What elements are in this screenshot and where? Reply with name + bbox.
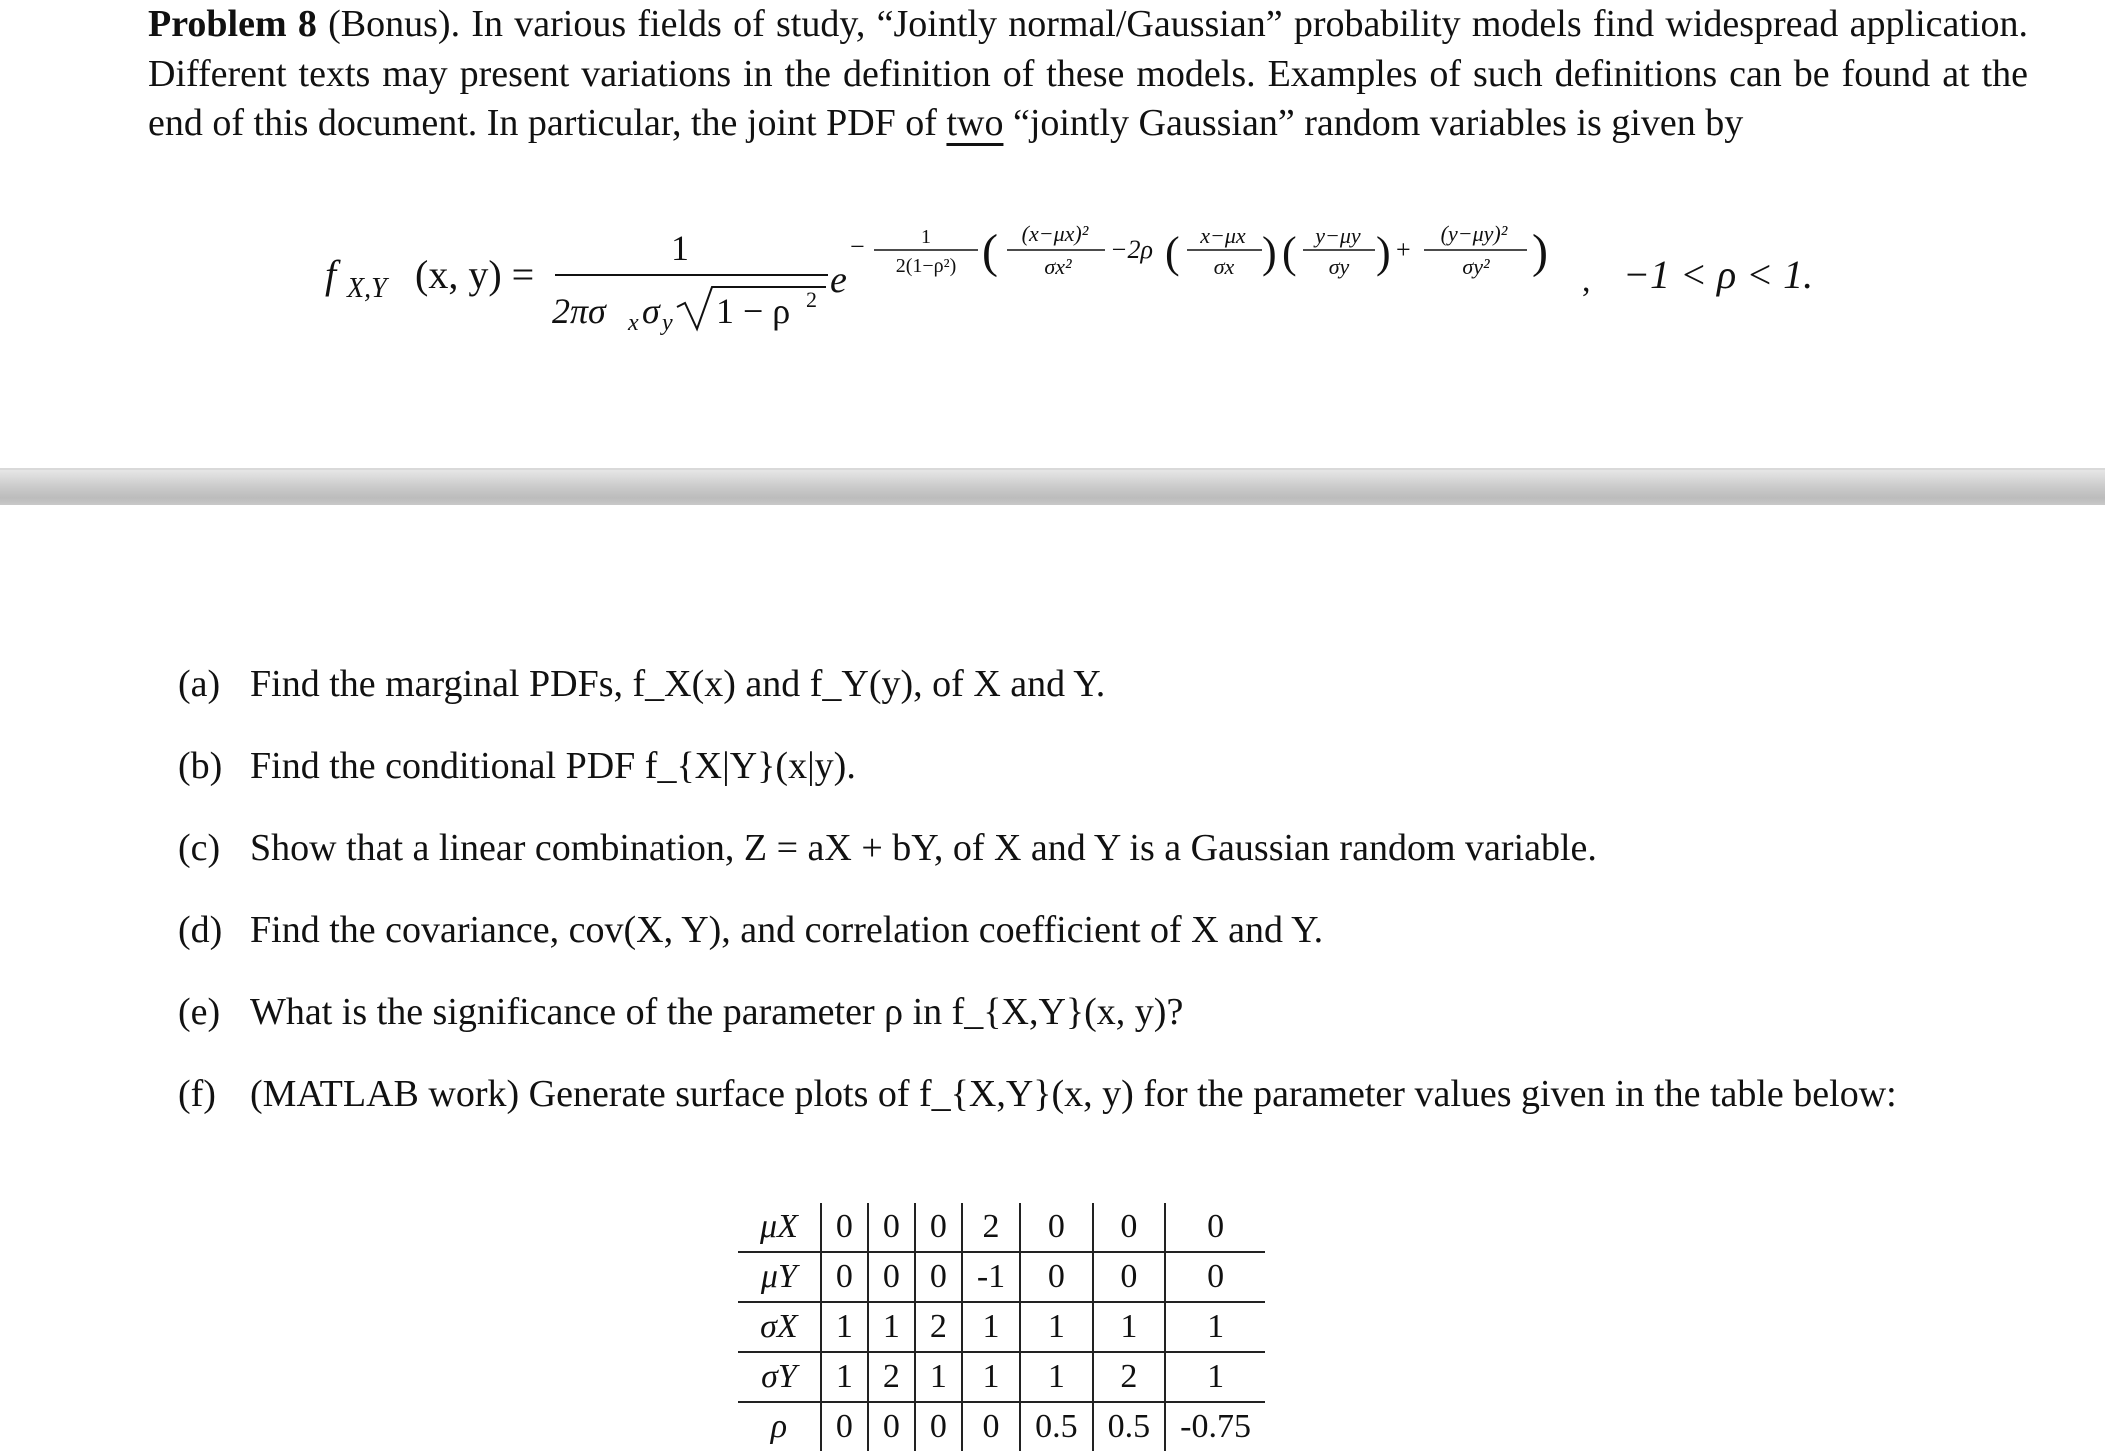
- formula-den-sub-x: x: [628, 310, 639, 335]
- formula-exp-minus: −: [850, 232, 865, 261]
- table-cell: 0: [1207, 1208, 1225, 1245]
- row-label: ρ: [738, 1402, 821, 1451]
- formula-lhs-sub: X,Y: [347, 273, 387, 304]
- table-row: [738, 1252, 1265, 1302]
- table-cell: 0: [962, 1402, 1020, 1451]
- table-cell: 1: [1207, 1308, 1225, 1345]
- intro-text-2: “jointly Gaussian” random variables is given by: [1012, 102, 1744, 144]
- problem-heading: Problem 8: [148, 3, 317, 45]
- formula-exp-rparen: ): [1532, 225, 1548, 278]
- intro-text-1: In various fields of study, “Jointly normal/Gaussian” probability models find widespread application. Different texts may present variations in the definition of these models. Examples of such definitions can be found at the end of this document. In particular, the joint PDF of: [148, 3, 2029, 144]
- formula-lhs-f: f: [325, 252, 337, 297]
- formula-den-sigma-y: σ: [642, 291, 660, 331]
- formula-exp-coef-den: 2(1−ρ²): [895, 255, 957, 277]
- part-label: (f): [178, 1073, 216, 1115]
- table-cell: 1: [962, 1302, 1020, 1352]
- part-text: What is the significance of the parameter ρ in f_{X,Y}(x, y)?: [250, 991, 1184, 1033]
- formula-constraint: −1 < ρ < 1.: [1623, 252, 1814, 297]
- table-cell: 2: [962, 1203, 1020, 1252]
- table-cell: 0: [1093, 1252, 1166, 1302]
- formula-exp-t3-num: y−μy: [1315, 223, 1361, 248]
- joint-pdf-formula: [0, 195, 2105, 335]
- formula-den-sub-y: y: [662, 310, 673, 335]
- part-text: Find the marginal PDFs, f_X(x) and f_Y(y), of X and Y.: [250, 663, 1106, 705]
- row-label: σY: [738, 1352, 821, 1402]
- part-text: Show that a linear combination, Z = aX + bY, of X and Y is a Gaussian random variable.: [250, 827, 1597, 869]
- table-cell: 0: [1020, 1252, 1093, 1302]
- formula-comma: ,: [1582, 262, 1591, 299]
- table-cell: 0: [1020, 1203, 1093, 1252]
- page-separator: [0, 468, 2105, 510]
- formula-exp-lparen: (: [982, 225, 998, 278]
- intro-emphasis: two: [946, 102, 1004, 144]
- table-cell: 0.5: [1093, 1402, 1166, 1451]
- problem-tag: (Bonus).: [328, 3, 461, 45]
- formula-exp-t1-num: (x−μx)²: [1021, 221, 1089, 246]
- table-cell: 0: [915, 1203, 962, 1252]
- formula-numerator: 1: [671, 228, 689, 268]
- formula-exp-plus: +: [1396, 235, 1411, 264]
- formula-exp-t2-rparen: ): [1262, 228, 1277, 277]
- part-text: Find the covariance, cov(X, Y), and correlation coefficient of X and Y.: [250, 909, 1324, 951]
- table-cell: 0: [868, 1252, 915, 1302]
- part-label: (b): [178, 745, 223, 787]
- table-cell: 1: [1207, 1358, 1225, 1395]
- problem-statement: [148, 0, 2028, 149]
- formula-lhs-args: (x, y) =: [415, 252, 535, 297]
- formula-denominator: 2πσ: [552, 291, 606, 331]
- table-cell: 0: [821, 1203, 868, 1252]
- row-label: μY: [738, 1252, 821, 1302]
- table-cell: 0: [1207, 1258, 1225, 1295]
- formula-den-sqrt: 1 − ρ: [716, 291, 791, 331]
- formula-exp-coef-num: 1: [921, 226, 931, 248]
- table-cell: 2: [868, 1352, 915, 1402]
- table-cell: 2: [915, 1302, 962, 1352]
- table-cell: 0: [915, 1252, 962, 1302]
- formula-den-sqrt-exp: 2: [806, 287, 817, 312]
- table-cell: 0: [821, 1252, 868, 1302]
- table-cell: 1: [1093, 1302, 1166, 1352]
- table-cell: 1: [1020, 1302, 1093, 1352]
- formula-exp-t3-lparen: (: [1282, 228, 1297, 277]
- parameter-table: [738, 1203, 1265, 1451]
- table-cell: 1: [915, 1352, 962, 1402]
- table-row: [738, 1302, 1265, 1352]
- part-label: (c): [178, 827, 221, 869]
- row-label: μX: [738, 1203, 821, 1252]
- table-cell: 0.5: [1020, 1402, 1093, 1451]
- part-label: (e): [178, 991, 221, 1033]
- part-text: (MATLAB work) Generate surface plots of f_{X,Y}(x, y) for the parameter values given in the table below:: [250, 1073, 1897, 1115]
- row-label: σX: [738, 1302, 821, 1352]
- formula-exp-t3-rparen: ): [1376, 228, 1391, 277]
- table-cell: 1: [1020, 1352, 1093, 1402]
- part-label: (d): [178, 909, 223, 951]
- formula-exp-t4-den: σy²: [1462, 254, 1490, 279]
- table-row: [738, 1352, 1265, 1402]
- formula-exp-t3-den: σy: [1328, 254, 1350, 279]
- table-row: [738, 1402, 1265, 1451]
- table-cell: 1: [821, 1352, 868, 1402]
- table-cell: 1: [868, 1302, 915, 1352]
- table-cell: 1: [962, 1352, 1020, 1402]
- formula-exp-t2-lparen: (: [1165, 228, 1180, 277]
- formula-exp-t4-num: (y−μy)²: [1440, 221, 1508, 246]
- formula-base-e: e: [830, 259, 847, 301]
- formula-exp-t2-num: x−μx: [1200, 223, 1246, 248]
- table-cell: -1: [962, 1252, 1020, 1302]
- table-row: [738, 1203, 1265, 1252]
- table-cell: 0: [821, 1402, 868, 1451]
- formula-exp-t2-den: σx: [1213, 254, 1235, 279]
- table-cell: 0: [915, 1402, 962, 1451]
- table-cell: 2: [1093, 1352, 1166, 1402]
- table-cell: 0: [868, 1203, 915, 1252]
- part-text: Find the conditional PDF f_{X|Y}(x|y).: [250, 745, 856, 787]
- table-cell: 1: [821, 1302, 868, 1352]
- table-cell: -0.75: [1180, 1408, 1251, 1445]
- formula-exp-mid: −2ρ: [1110, 235, 1154, 264]
- table-cell: 0: [868, 1402, 915, 1451]
- part-label: (a): [178, 663, 221, 705]
- table-cell: 0: [1093, 1203, 1166, 1252]
- page-top: [0, 0, 2105, 470]
- formula-exp-t1-den: σx²: [1044, 254, 1072, 279]
